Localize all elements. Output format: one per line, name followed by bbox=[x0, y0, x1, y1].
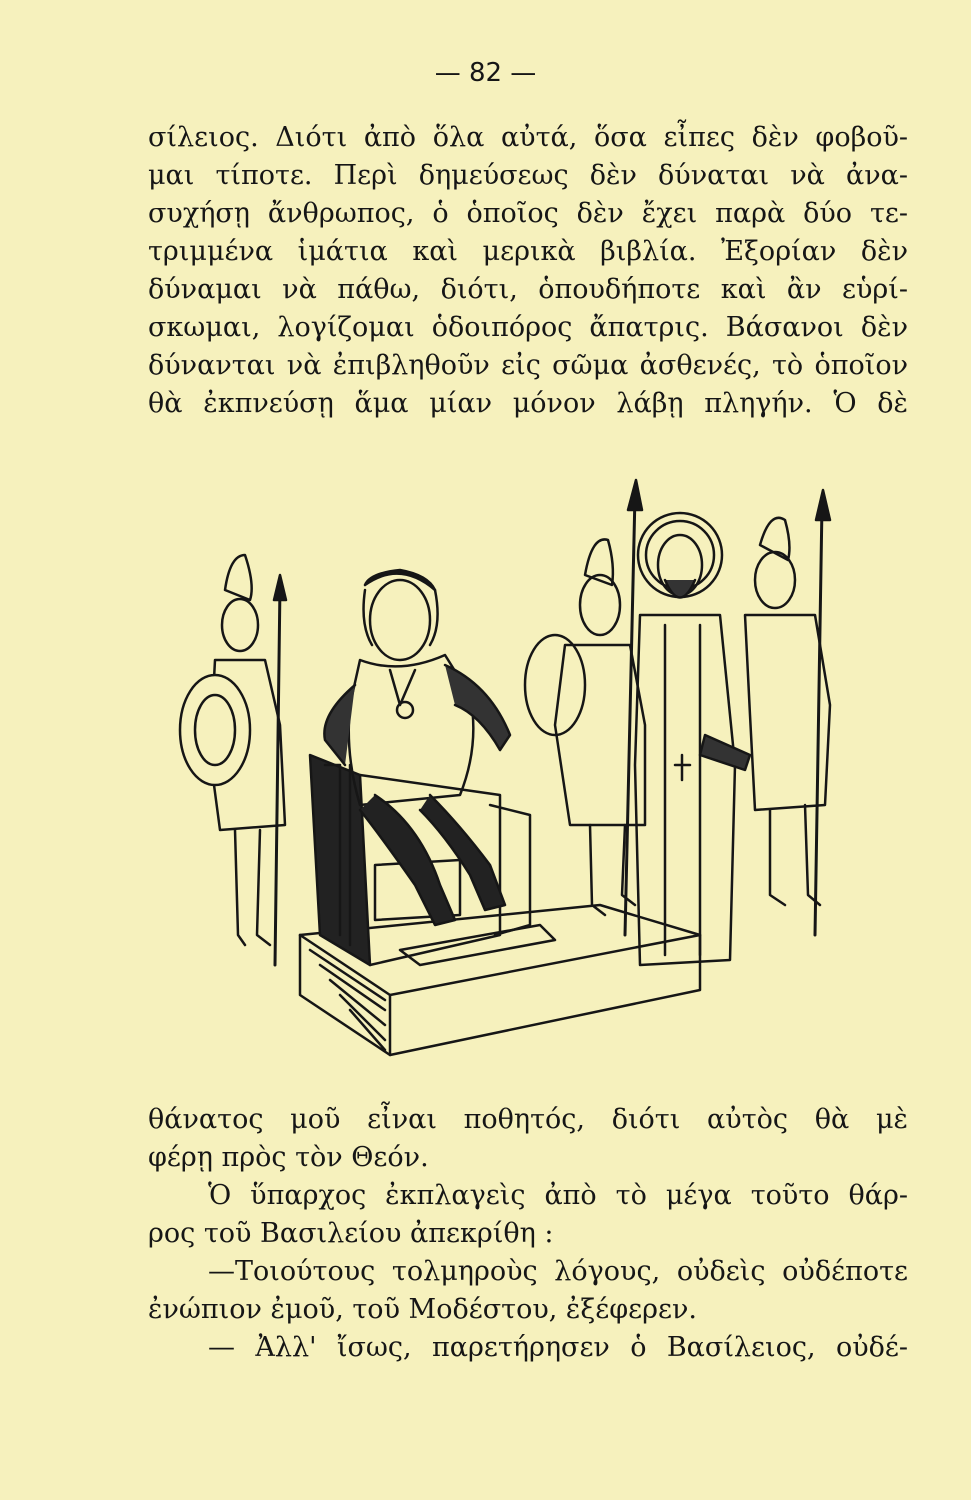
text-line: σκωμαι, λογίζομαι ὁδοιπόρος ἄπατρις. Βάσανοι δὲν bbox=[148, 312, 908, 343]
text-line: ἐνώπιον ἐμοῦ, τοῦ Μοδέστου, ἐξέφερεν. bbox=[148, 1294, 698, 1325]
middle-guard-figure bbox=[525, 480, 645, 935]
text-line: συχήσῃ ἄνθρωπος, ὁ ὁποῖος δὲν ἔχει παρὰ δύο τε- bbox=[148, 198, 908, 229]
text-line: δύνανται νὰ ἐπιβληθοῦν εἰς σῶμα ἀσθενές, τὸ ὁποῖον bbox=[148, 350, 908, 381]
text-line: τριμμένα ἱμάτια καὶ μερικὰ βιβλία. Ἐξορίαν δὲν bbox=[148, 236, 908, 267]
text-line: θάνατος μοῦ εἶναι ποθητός, διότι αὐτὸς θὰ μὲ bbox=[148, 1104, 908, 1135]
left-guard-figure bbox=[180, 555, 286, 965]
text-line: — Ἀλλ' ἴσως, παρετήρησεν ὁ Βασίλειος, οὐδέ- bbox=[208, 1332, 908, 1363]
page-number: — 82 — bbox=[434, 58, 537, 88]
text-block-top bbox=[148, 119, 908, 423]
text-line: Ὁ ὕπαρχος ἐκπλαγεὶς ἀπὸ τὸ μέγα τοῦτο θάρ- bbox=[208, 1180, 908, 1211]
text-line: μαι τίποτε. Περὶ δημεύσεως δὲν δύναται νὰ ἀνα- bbox=[148, 160, 908, 191]
text-line: θὰ ἐκπνεύσῃ ἅμα μίαν μόνον λάβῃ πληγήν. Ὁ δὲ bbox=[148, 388, 908, 419]
saint-basil-figure bbox=[635, 513, 750, 965]
text-block-bottom bbox=[148, 1101, 908, 1367]
text-line: σίλειος. Διότι ἀπὸ ὅλα αὐτά, ὅσα εἶπες δὲν φοβοῦ- bbox=[148, 122, 908, 153]
text-line: φέρῃ πρὸς τὸν Θεόν. bbox=[148, 1142, 429, 1173]
text-line: ρος τοῦ Βασιλείου ἀπεκρίθη : bbox=[148, 1218, 554, 1249]
illustration-throne-scene bbox=[160, 465, 880, 1065]
text-line: —Τοιούτους τολμηροὺς λόγους, οὐδεὶς οὐδέποτε bbox=[208, 1256, 908, 1287]
right-guard-figure bbox=[745, 490, 830, 935]
text-line: δύναμαι νὰ πάθω, διότι, ὁπουδήποτε καὶ ἂν εὑρί- bbox=[148, 274, 908, 305]
